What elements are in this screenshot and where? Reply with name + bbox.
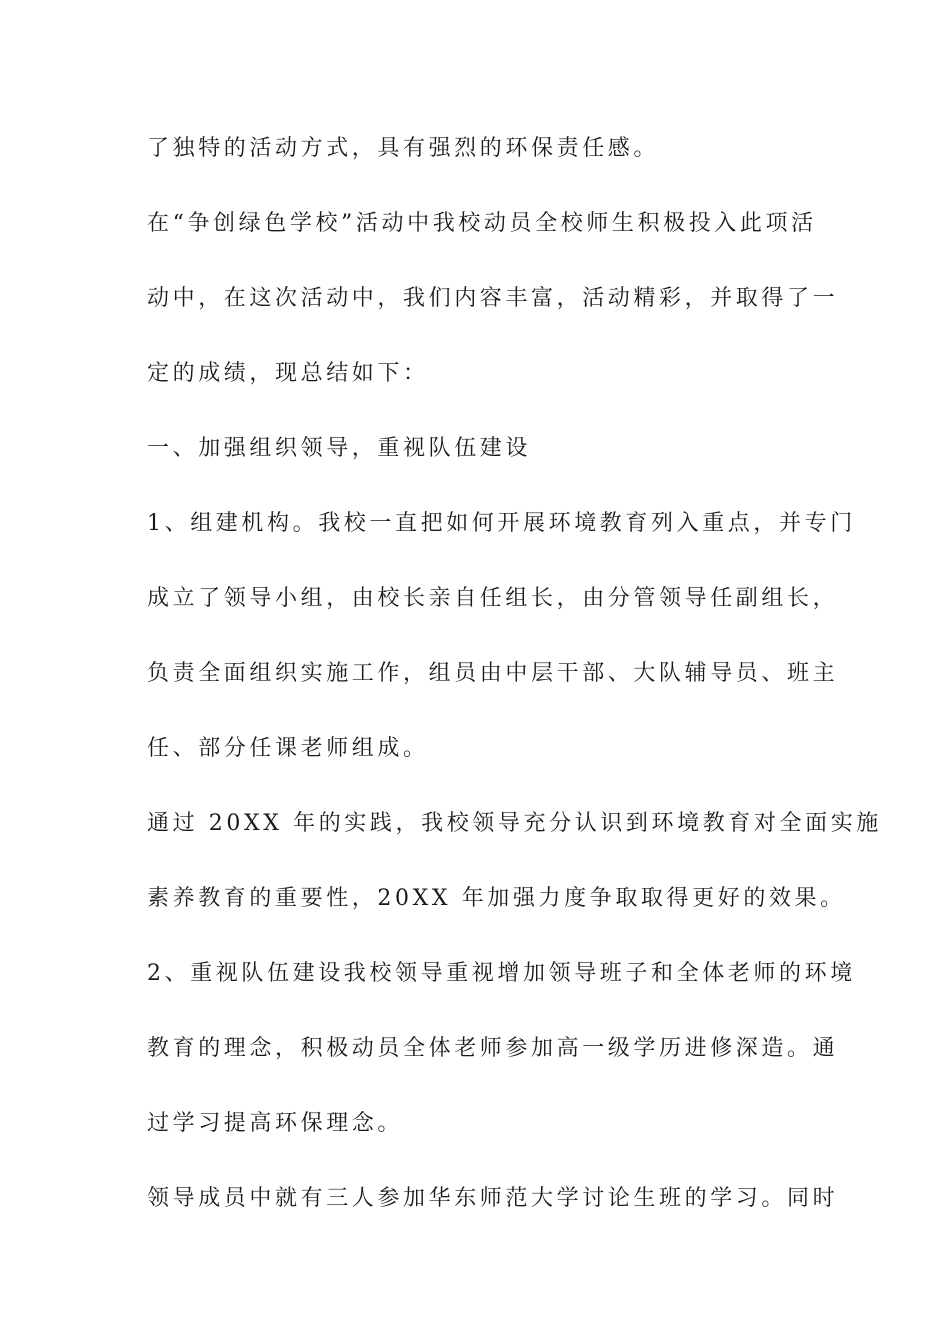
section-heading: 一、加强组织领导，重视队伍建设 [147,436,532,461]
text-line: 任、部分任课老师组成。 [147,736,429,761]
text-line: 负责全面组织实施工作，组员由中层干部、大队辅导员、班主 [147,661,839,686]
text-line: 2、重视队伍建设我校领导重视增加领导班子和全体老师的环境 [147,961,856,986]
text-line: 通过 20XX 年的实践，我校领导充分认识到环境教育对全面实施 [147,811,882,836]
text-line: 成立了领导小组，由校长亲自任组长，由分管领导任副组长， [147,586,839,611]
text-line: 1、组建机构。我校一直把如何开展环境教育列入重点，并专门 [147,511,856,536]
text-line: 了独特的活动方式，具有强烈的环保责任感。 [147,136,660,161]
text-line: 教育的理念，积极动员全体老师参加高一级学历进修深造。通 [147,1036,839,1061]
text-line: 过学习提高环保理念。 [147,1111,404,1136]
text-line: 素养教育的重要性，20XX 年加强力度争取取得更好的效果。 [147,886,846,911]
text-line: 在“争创绿色学校”活动中我校动员全校师生积极投入此项活 [147,211,817,236]
text-line: 动中，在这次活动中，我们内容丰富，活动精彩，并取得了一 [147,286,839,311]
text-line: 领导成员中就有三人参加华东师范大学讨论生班的学习。同时 [147,1186,839,1211]
text-line: 定的成绩，现总结如下： [147,361,429,386]
